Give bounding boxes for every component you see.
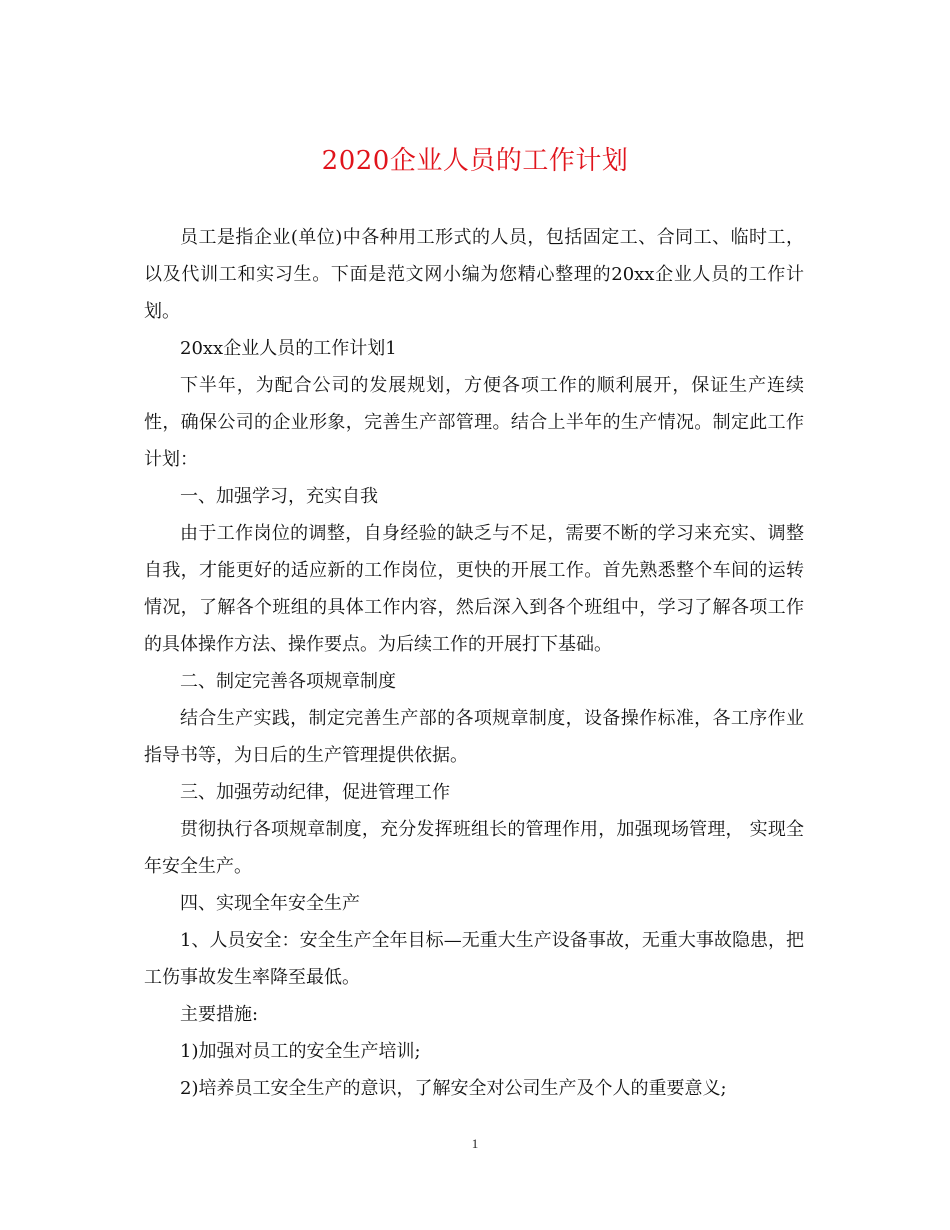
paragraph-section-1: 由于工作岗位的调整，自身经验的缺乏与不足，需要不断的学习来充实、调整自我，才能更好的适应新的工作岗位，更快的开展工作。首先熟悉整个车间的运转情况，了解各个班组的具体工作内容，然后深入到各个班组中，学习了解各项工作的具体操作方法、操作要点。为后续工作的开展打下基础。: [144, 523, 804, 655]
measure-item-1: 1)加强对员工的安全生产培训;: [180, 1041, 421, 1062]
section-heading-1: 一、加强学习，充实自我: [180, 486, 378, 507]
section-heading-plan-1: 20xx企业人员的工作计划1: [180, 338, 397, 359]
paragraph-plan-overview: 下半年，为配合公司的发展规划，方便各项工作的顺利展开，保证生产连续性，确保公司的企业形象，完善生产部管理。结合上半年的生产情况。制定此工作计划：: [144, 375, 804, 470]
document-body: [144, 219, 804, 1107]
paragraph-section-2: 结合生产实践，制定完善生产部的各项规章制度，设备操作标准，各工序作业指导书等，为日后的生产管理提供依据。: [144, 708, 804, 766]
paragraph-intro: 员工是指企业(单位)中各种用工形式的人员，包括固定工、合同工、临时工，以及代训工和实习生。下面是范文网小编为您精心整理的20xx企业人员的工作计划。: [144, 227, 804, 322]
paragraph-section-3: 贯彻执行各项规章制度，充分发挥班组长的管理作用，加强现场管理， 实现全年安全生产。: [144, 819, 804, 877]
section-heading-3: 三、加强劳动纪律，促进管理工作: [180, 782, 450, 803]
document-title: 2020企业人员的工作计划: [321, 146, 629, 176]
section-heading-4: 四、实现全年安全生产: [180, 893, 360, 914]
measures-heading: 主要措施:: [180, 1004, 259, 1025]
measure-item-2: 2)培养员工安全生产的意识，了解安全对公司生产及个人的重要意义;: [180, 1078, 727, 1099]
section-heading-2: 二、制定完善各项规章制度: [180, 671, 396, 692]
page-number: 1: [471, 1136, 479, 1151]
paragraph-personnel-safety: 1、人员安全：安全生产全年目标—无重大生产设备事故，无重大事故隐患，把工伤事故发生率降至最低。: [144, 930, 804, 988]
